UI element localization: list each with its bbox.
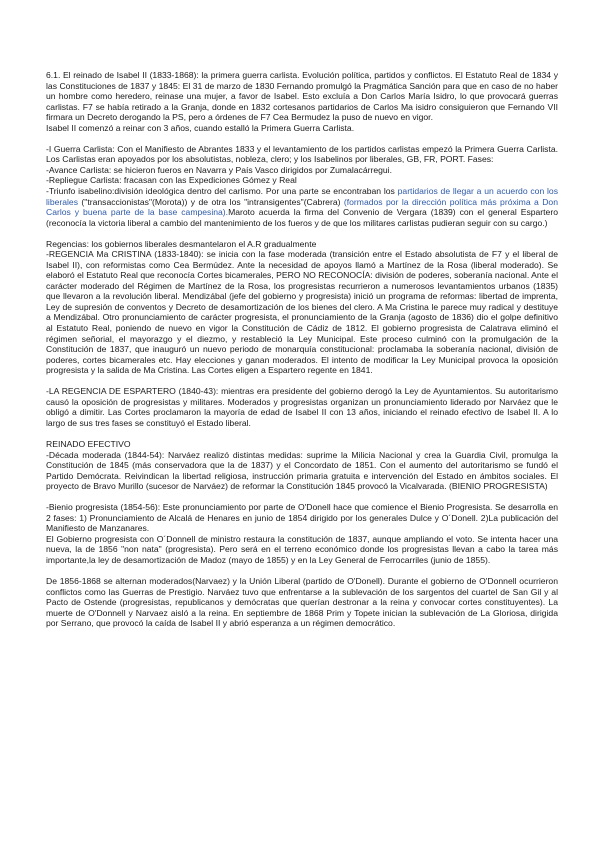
triumph-text-c: Maroto acuerda la firma del Convenio de Vergara (1839) con el general Espartero (reconocía la victoria liberal a cambio del mantenimiento de los fueros y de que los militares carlistas pudieran seguir con su cargo.) [46,207,558,228]
triumph-highlight-a: partidarios de llegar a un acuerdo con los liberales [46,185,559,207]
final-period-paragraph: De 1856-1868 se alternan moderados(Narvaez) y la Unión Liberal (partido de O'Donell). Durante el gobierno de O'Donnell ocurrieron conflictos como las Guerras de Prestigio. Narváez tuvo que enfrentarse a la sublevación de los sargentos del cuartel de San Gil y al Pacto de Ostende (progresistas, republicanos y demócratas que querían destronar a la reina y convocar cortes constituyentes). La muerte de O'Donnell y Narvaez aisló a la reina. En septiembre de 1868 Prim y Topete inician la sublevación de La Gloriosa, dirigida por Serrano, que provocó la caída de Isabel II y abrió esperanza a un régimen democrático. [46,575,558,629]
isabelino-triumph [46,186,558,228]
carlist-advance: -Avance Carlista: se hicieron fueros en Navarra y País Vasco dirigidos por Zumalacárregui. [46,164,392,175]
intro-reign-start: Isabel II comenzó a reinar con 3 años, cuando estalló la Primera Guerra Carlista. [46,122,355,133]
triumph-text-a: -Triunfo isabelino:división ideológica dentro del carlismo. Por una parte se encontraban los [46,185,398,196]
bienio-government-paragraph: El Gobierno progresista con O´Donnell de ministro restaura la constitución de 1837, aunque ampliando el voto. Se intenta hacer una nueva, la de 1856 "non nata" (progresista). Pero será en el terreno económico donde los progresistas llevan a cabo la tarea más importante,la ley de desamortización de Madoz (mayo de 1855) y en la Ley General de Ferrocarriles (junio de 1855). [46,533,558,565]
regency-cristina-paragraph: -REGENCIA Ma CRISTINA (1833-1840): se inicia con la fase moderada (transición entre el Estado absolutista de F7 y el liberal de Isabel II), con reformistas como Cea Bermúdez. Ante la necesidad de apoyos llamó a Martínez de la Rosa (liberal moderado). Se elaboró el Estatuto Real que reconocía Cortes bicamerales, PERO NO RECONOCÍA: división de poderes, soberanía nacional. Ante el carácter moderado del Régimen de Martínez de la Rosa, los progresistas recurrieron a numerosos levantamientos urbanos (1835) que llevaron a la revolución liberal. Mendizábal (jefe del gobierno y progresista) inició un programa de reformas: libertad de imprenta, Ley de supresión de conventos y Decreto de desamortización de los bienes del clero. A Ma Cristina le parece muy radical y destituye a Mendizábal. Otro pronunciamiento de carácter progresista, el pronunciamiento de la Granja (agosto de 1836) dio el golpe definitivo al Estatuto Real, poniendo de nuevo en vigor la Constitución de Cádiz de 1812. El gobierno progresista de Calatrava eliminó el régimen señorial, el mayorazgo y el diezmo, y restableció la Ley Municipal. Este proceso culminó con la promulgación de la Constitución de 1837, que inauguró un nuevo periodo de monarquía constitucional: proclamaba la soberanía nacional, división de poderes, cortes bicamerales etc. Hay elecciones y ganan moderados. El intento de modificar la Ley Municipal provoca la oposición progresista y la salida de Ma Cristina. Las Cortes eligen a Espartero regente en 1841. [46,249,558,376]
regency-espartero-paragraph: -LA REGENCIA DE ESPARTERO (1840-43): mientras era presidente del gobierno derogó la Ley de Ayuntamientos. Su autoritarismo causó la oposición de progresistas y militares. Moderados y progresistas organizan un pronunciamiento liderado por Narváez que le obligó a dimitir. Las Cortes proclamaron la mayoría de edad de Isabel II con 13 años, iniciando el reinado efectivo de Isabel II. A lo largo de sus tres fases se constituyó el Estado liberal. [46,386,558,428]
carlist-retreat: -Repliegue Carlista: fracasan con las Expediciones Gómez y Real [46,175,297,186]
triumph-highlight-b: (formados por la dirección política más próxima a Don Carlos y buena parte de la base campesina). [46,196,558,218]
reinado-efectivo-heading: REINADO EFECTIVO [46,438,131,449]
document-page [46,70,558,629]
triumph-text-b: ("transaccionistas"(Morota)) y de otra los "intransigentes"(Cabrera) [78,196,344,207]
carlist-war-paragraph: -I Guerra Carlista: Con el Manifiesto de Abrantes 1833 y el levantamiento de los partidos carlistas empezó la Primera Guerra Carlista. Los Carlistas eran apoyados por los absolutistas, nobleza, clero; y los Isabelinos por liberales, GB, FR, PORT. Fases: [46,143,558,165]
regencies-intro: Regencias: los gobiernos liberales desmantelaron el A.R gradualmente [46,238,317,249]
decada-moderada-paragraph: -Década moderada (1844-54): Narváez realizó distintas medidas: suprime la Milicia Nacional y crea la Guardia Civil, promulga la Constitución de 1845 (más conservadora que la de 1837) y el Concordato de 1851. Con el aumento del autoritarismo se fundó el Partido Demócrata. Reivindican la libertad religiosa, instrucción primaria gratuita e intervención del Estado en ámbitos sociales. El proyecto de Bravo Murillo (sucesor de Narváez) de reformar la Constitución 1845 provocó la Vicalvarada. (BIENIO PROGRESISTA) [46,449,558,492]
bienio-progresista-paragraph: -Bienio progresista (1854-56): Este pronunciamiento por parte de O'Donell hace que comience el Bienio Progresista. Se desarrolla en 2 fases: 1) Pronunciamiento de Alcalá de Henares en junio de 1854 dirigido por los generales Dulce y O´Donell. 2)La publicación del Manifiesto de Manzanares. [46,502,558,534]
intro-paragraph: 6.1. El reinado de Isabel II (1833-1868): la primera guerra carlista. Evolución política, partidos y conflictos. El Estatuto Real de 1834 y las Constituciones de 1837 y 1845: El 31 de marzo de 1830 Fernando promulgó la Pragmática Sanción para que en caso de no haber un hombre como heredero, reinase una mujer, a favor de Isabel. Esto excluía a Don Carlos María Isidro, lo que provocará guerras carlistas. F7 se había retirado a la Granja, donde en 1832 cortesanos partidarios de Carlos Ma isidro consiguieron que Fernando VII firmara un Decreto derogando la PS, pero a órdenes de F7 Cea Bermudez la puso de nuevo en vigor. [46,70,558,123]
